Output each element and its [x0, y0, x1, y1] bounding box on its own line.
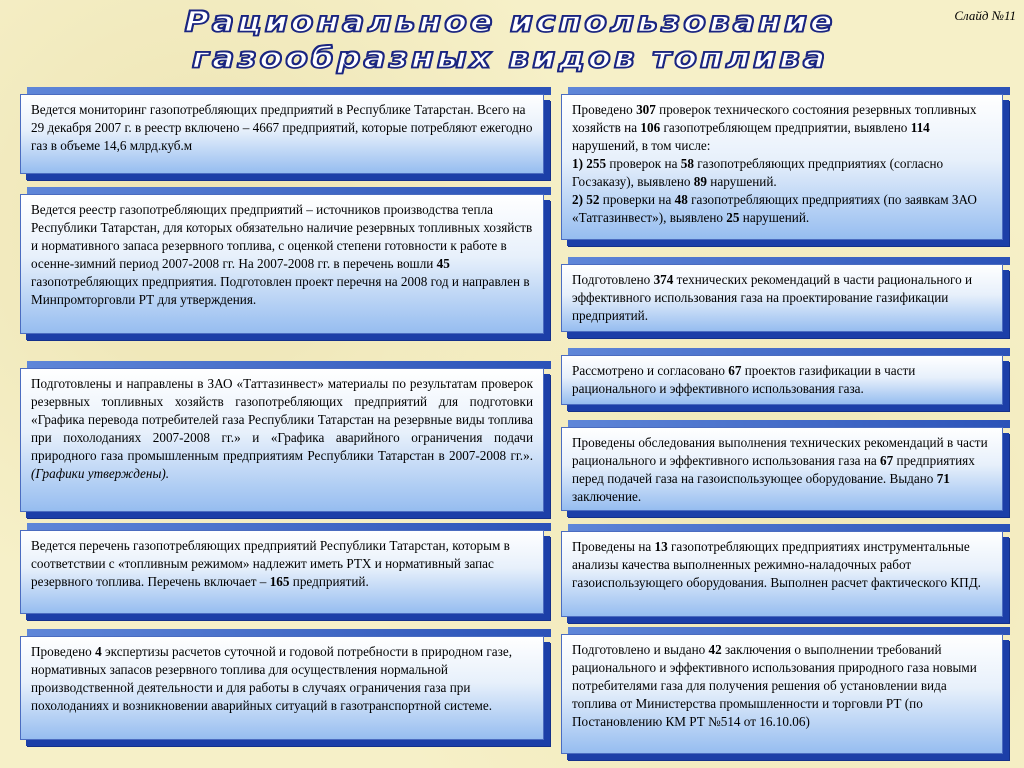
inspections-text-c: газопотребляющем предприятии, выявлено: [660, 120, 911, 135]
left-box-materials: [20, 368, 544, 512]
slide-title-line1: Рациональное использование: [184, 4, 836, 39]
projects-text-a: Рассмотрено и согласовано: [572, 363, 729, 378]
item2-count: 2) 52: [572, 192, 600, 207]
item2-enterprises: 48: [674, 192, 688, 207]
right-box-surveys: [561, 427, 1003, 511]
left-box-registry: [20, 194, 544, 334]
inspections-item-2: [572, 191, 992, 227]
surveys-conclusions: 71: [936, 471, 950, 486]
projects-text-b: проектов газификации в части рационального и эффективного использования газа.: [572, 363, 916, 396]
item1-violations: 89: [693, 174, 707, 189]
left-box-monitoring: [20, 94, 544, 174]
inspections-text-d: нарушений, в том числе:: [572, 138, 711, 153]
materials-text: Подготовлены и направлены в ЗАО «Таттазинвест» материалы по результатам проверок резервных топливных хозяйств газопотребляющих предприятий для подготовки «Графика перевода потребителей газа Республики Татарстан на резервные виды топлива при похолоданиях 2007-2008 гг.» и «Графика аварийного ограничения подачи природного газа промышленным предприятиям Республики Татарстан в 2007-2008 гг.».: [31, 376, 533, 463]
analyses-count: 13: [654, 539, 668, 554]
projects-count: 67: [728, 363, 742, 378]
item1-text-c: нарушений.: [706, 174, 777, 189]
right-box-inspections: [561, 94, 1003, 240]
slide-title-line2: газообразных видов топлива: [191, 40, 829, 75]
registry-text-pre: Ведется реестр газопотребляющих предприятий – источников производства тепла Республики Татарстан, для которых обязательно наличие резервных топливных хозяйств и нормативного запаса резервного топлива, с оценкой степени готовности к работе в осенне-зимний период 2007-2008 гг. На 2007-2008 гг. в перечень вошли: [31, 202, 533, 271]
registry-text-post: газопотребляющих предприятия. Подготовлен проект перечня на 2008 год и направлен в Минпромторговли РТ для утверждения.: [31, 274, 530, 307]
inspections-violations: 114: [910, 120, 930, 135]
recommendations-count: 374: [653, 272, 674, 287]
item1-count: 1) 255: [572, 156, 607, 171]
inspections-enterprises: 106: [640, 120, 661, 135]
expertise-count: 4: [95, 644, 102, 659]
list-count: 165: [269, 574, 290, 589]
recommendations-text-b: технических рекомендаций в части рационального и эффективного использования газа на проектирование газификации предприятий.: [572, 272, 973, 323]
item1-text-b: газопотребляющих предприятиях (согласно Госзаказу), выявлено: [572, 156, 944, 189]
list-text-post: предприятий.: [289, 574, 369, 589]
right-box-recommendations: [561, 264, 1003, 332]
analyses-text-a: Проведены на: [572, 539, 655, 554]
right-box-analyses: [561, 531, 1003, 617]
conclusions-text-a: Подготовлено и выдано: [572, 642, 709, 657]
materials-note: (Графики утверждены).: [31, 466, 170, 481]
analyses-text-b: газопотребляющих предприятиях инструментальные анализы качества выполненных режимно-наладочных работ газоиспользующего оборудования. Выполнен расчет фактического КПД.: [572, 539, 981, 590]
inspections-item-1: [572, 155, 992, 191]
right-box-conclusions: [561, 634, 1003, 754]
item2-text-a: проверки на: [599, 192, 675, 207]
surveys-text-c: заключение.: [572, 489, 642, 504]
item1-text-a: проверок на: [606, 156, 681, 171]
item1-enterprises: 58: [680, 156, 694, 171]
conclusions-text-b: заключения о выполнении требований рационального и эффективного использования природного газа новыми потребителями газа для получения решения об установлении вида топлива от Министерства промышленности и торговли РТ (по Постановлению КМ РТ №514 от 16.10.06): [572, 642, 977, 729]
left-box-expertise: [20, 636, 544, 740]
expertise-text-post: экспертизы расчетов суточной и годовой потребности в природном газе, нормативных запасов резервного топлива для осуществления нормальной производственной деятельности и для работы в случаях ограничения газа при похолоданиях и возникновении аварийных ситуаций в газотранспортной системе.: [31, 644, 512, 713]
surveys-count: 67: [880, 453, 894, 468]
slide-number: Слайд №11: [954, 8, 1016, 23]
item2-text-b: газопотребляющих предприятиях (по заявкам ЗАО «Татгазинвест»), выявлено: [572, 192, 977, 225]
right-box-projects: [561, 355, 1003, 405]
item2-text-c: нарушений.: [739, 210, 810, 225]
conclusions-count: 42: [708, 642, 722, 657]
inspections-text-b: проверок технического состояния резервных топливных хозяйств на: [572, 102, 977, 135]
surveys-text-b: предприятиях перед подачей газа на газоиспользующее оборудование. Выдано: [572, 453, 975, 486]
inspections-count: 307: [636, 102, 656, 117]
recommendations-text-a: Подготовлено: [572, 272, 654, 287]
monitoring-text: Ведется мониторинг газопотребляющих предприятий в Республике Татарстан. Всего на 29 декабря 2007 г. в реестр включено – 4667 предприятий, которые потребляют ежегодно газ в объеме 14,6 млрд.куб.м: [31, 102, 533, 153]
registry-count: 45: [436, 256, 450, 271]
inspections-text-a: Проведено: [572, 102, 637, 117]
expertise-text-pre: Проведено: [31, 644, 96, 659]
list-text-pre: Ведется перечень газопотребляющих предприятий Республики Татарстан, которым в соответствии с «топливным режимом» надлежит иметь РТХ и нормативный запас резервного топлива. Перечень включает –: [31, 538, 510, 589]
left-box-list: [20, 530, 544, 614]
item2-violations: 25: [726, 210, 740, 225]
surveys-text-a: Проведены обследования выполнения технических рекомендаций в части рационального и эффективного использования газа на: [572, 435, 988, 468]
